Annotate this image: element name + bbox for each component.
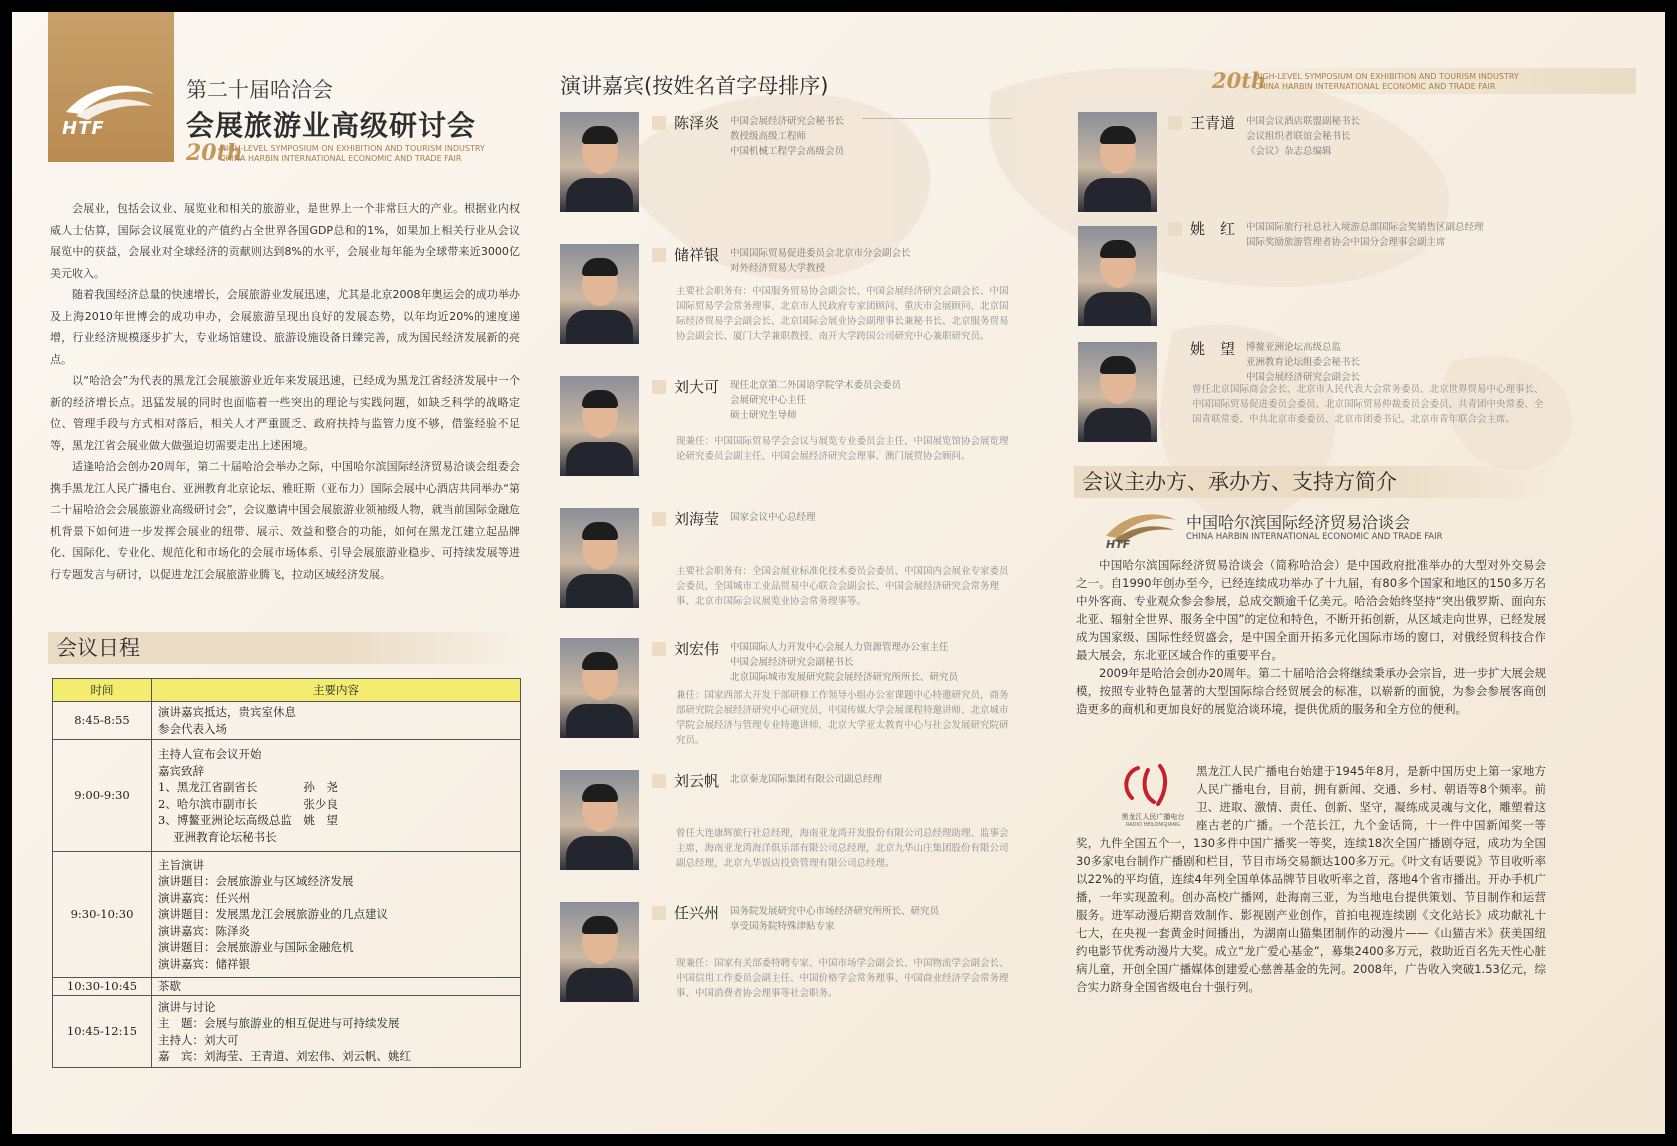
speaker-desc: 现兼任：中国国际贸易学会会议与展览专业委员会主任、中国展览馆协会展览理论研究委员会副主任、中国会展经济研究会理事、澳门展贸协会顾问。: [676, 436, 1009, 462]
subtitle-en: HIGH-LEVEL SYMPOSIUM ON EXHIBITION AND TOURISM INDUSTRY CHINA HARBIN INTERNATIONAL ECONOMIC AND TRADE FAIR: [220, 144, 485, 163]
speaker-photo: [1078, 226, 1157, 326]
htf-paragraph: 2009年是哈洽会创办20周年。第二十届哈洽会将继续秉承办会宗旨，进一步扩大展会规模，按照专业特色显著的大型国际综合经贸展会的标准，以崭新的面貌，为参会参展客商创造更多的商机和更加良好的展览洽谈环境，提供优质的服务和全方位的便利。: [1076, 666, 1546, 716]
htf-org-name: 中国哈尔滨国际经济贸易洽谈会: [1186, 513, 1411, 532]
schedule-table: [52, 678, 521, 1068]
table-row: 8:45-8:55 演讲嘉宾抵达，贵宾室休息 参会代表入场: [53, 702, 521, 740]
col-time: 时间: [53, 679, 152, 702]
schedule-header-row: [53, 679, 521, 702]
speaker-desc: 主要社会职务有：中国服务贸易协会副会长、中国会展经济研究会副会长、中国国际贸易学会常务理事、北京市人民政府专家团顾问、重庆市会展顾问、北京国际经济贸易学会副会长、北京国际会展业协会副理事长兼秘书长、北京服务贸易协会副会长、厦门大学兼职教授、南开大学跨国公司研究中心兼职研究员。: [676, 286, 1009, 342]
org-heading: 会议主办方、承办方、支持方简介: [1074, 466, 1560, 498]
speaker-liu-hongwei: 刘宏伟 中国国际人力开发中心会展人力资源管理办公室主任 中国会展经济研究会副秘书长 北京国际城市发展研究院会展经济研究所所长、研究员: [652, 638, 1012, 685]
twentieth-mark: 20th: [186, 140, 243, 166]
radio-text: 黑龙江人民广播电台始建于1945年8月，是新中国历史上第一家地方人民广播电台，目前，拥有新闻、交通、乡村、朝语等8个频率。前卫、进取、激情、责任、创新、坚守，凝练成灵魂与文化，雕塑着这座古老的广播。一个范长江，九个金话筒，十一件中国新闻奖一等奖，九件全国五个一，130多件中国广播奖一等奖，连续18次全国广播剧夺冠，成功为全国30多家电台制作广播剧和栏目，节目市场交易额达100多万元。《叶文有话要说》节目收听率以22%的平均值，连续4年列全国单体品牌节目收听率之首，落地4个省市播出。开办手机广播，一年实现盈利。创办高校广播网，赴海南三亚，为当地电台提供策划、节目制作和运营服务。进军动漫后期音效制作、影视剧产业创作，首拍电视连续剧《文化站长》成功献礼十七大，在央视一套黄金时间播出，为湖南山猫集团制作的动漫片——《山猫吉米》获美国纽约电影节优秀动漫片大奖。成立“龙广爱心基金”，募集2400多万元，救助近百名先天性心脏病儿童，开创全国广播媒体创建爱心慈善基金的先河。2008年，广告收入突破1.53亿元，综合实力跻身全国省级电台十强行列。: [1076, 764, 1546, 994]
htf-paragraph: 中国哈尔滨国际经济贸易洽谈会（简称哈洽会）是中国政府批准举办的大型对外交易会之一。自1990年创办至今，已经连续成功举办了十九届，有80多个国家和地区的150多万名中外客商、专业观众参会参展，总成交额逾千亿美元。哈洽会始终坚持“突出俄罗斯、面向东北亚、辐射全世界、服务全中国”的定位和特色，不断开拓创新，从区域走向世界，已经发展成为国家级、国际性经贸盛会，是中国全面开拓多元化国际市场的窗口，对俄经贸科技合作最大展会，东北亚区域合作的重要平台。: [1076, 558, 1546, 662]
htf-logo-block: [48, 12, 174, 162]
table-row: 10:30-10:45 茶歇: [53, 978, 521, 996]
speaker-photo: [560, 902, 639, 1002]
right-banner: 20th HIGH-LEVEL SYMPOSIUM ON EXHIBITION AND TOURISM INDUSTRY CHINA HARBIN INTERNATIONAL ECONOMIC AND TRADE FAIR: [1206, 68, 1636, 94]
htf-org-name-en: CHINA HARBIN INTERNATIONAL ECONOMIC AND TRADE FAIR: [1186, 532, 1443, 542]
speaker-photo: [560, 508, 639, 608]
intro-paragraph: 随着我国经济总量的快速增长，会展旅游业发展迅速，尤其是北京2008年奥运会的成功举办及上海2010年世博会的成功申办，会展旅游呈现出良好的发展态势，以年均近20%的速度递增，行业经济规模逐步扩大，专业场馆建设、旅游设施设备日臻完善，成为国民经济发展新的亮点。: [50, 288, 520, 366]
speaker-desc: 曾任大连康辉旅行社总经理，海南亚龙湾开发股份有限公司总经理助理、监事会主席，海南亚龙湾海洋俱乐部有限公司总经理，北京九华山庄集团股份有限公司副总经理，北京九华饭店投资管理有限公司总经理。: [676, 828, 1009, 869]
intro-paragraph: 适逢哈洽会创办20周年，第二十届哈洽会举办之际，中国哈尔滨国际经济贸易洽谈会组委会携手黑龙江人民广播电台、亚洲教育北京论坛、雅旺斯（亚布力）国际会展中心酒店共同举办“第二十届哈洽会会展旅游业高级研讨会”，会议邀请中国会展旅游业领袖级人物，就当前国际金融危机背景下如何进一步发挥会展业的纽带、展示、效益和整合的功能，如何在黑龙江建立起品牌化、国际化、专业化、规范化和市场化的会展市场体系、引导会展旅游业稳步、可持续发展等进行专题发言与研讨，以促进龙江会展旅游业腾飞，拉动区域经济发展。: [50, 460, 520, 581]
speaker-desc: 曾任北京国际商会会长、北京市人民代表大会常务委员、北京世界贸易中心理事长、中国国际贸易促进委员会委员、北京国际贸易仲裁委员会委员、共青团中央常委、全国青联常委、中共北京市委委员、北京市团委书记、北京市青年联合会主席。: [1192, 384, 1544, 425]
speaker-liu-yunfan: 刘云帆 北京秦龙国际集团有限公司副总经理: [652, 770, 1012, 791]
speaker-desc: 现兼任：国家有关部委特聘专家、中国市场学会副会长、中国物流学会副会长、中国信用工作委员会副主任、中国价格学会常务理事、中国商业经济学会常务理事、中国消费者协会理事等社会职务。: [676, 958, 1009, 999]
speaker-photo: [560, 770, 639, 870]
speaker-photo: [560, 638, 639, 738]
speaker-liu-haiying: 刘海莹 国家会议中心总经理: [652, 508, 1012, 529]
speaker-ren: 任兴州 国务院发展研究中心市场经济研究所所长、研究员 享受国务院特殊津贴专家: [652, 902, 1012, 934]
speaker-liu-dake: 刘大可 现任北京第二外国语学院学术委员会委员 会展研究中心主任 硕士研究生导师: [652, 376, 1012, 423]
speaker-photo: [1078, 112, 1157, 212]
speaker-chen: 陈泽炎 中国会展经济研究会秘书长 教授级高级工程师 中国机械工程学会高级会员: [652, 112, 1012, 159]
brochure-page: [12, 12, 1665, 1134]
speaker-desc: 兼任：国家西部大开发干部研修工作领导小组办公室课题中心特邀研究员，商务部研究院会展经济研究中心研究员，中国传媒大学会展课程特邀讲师、北京城市学院会展经济与管理专业特邀讲师、北京大学亚太教育中心与社会发展研究院研究员。: [676, 690, 1009, 746]
divider: [862, 118, 1012, 119]
speaker-wang: 王青道 中国会议酒店联盟副秘书长 会议组织者联谊会秘书长 《会议》杂志总编辑: [1168, 112, 1548, 159]
table-row: 9:30-10:30 主旨演讲 演讲题目：会展旅游业与区域经济发展 演讲嘉宾：任兴州 演讲题目：发展黑龙江会展旅游业的几点建议 演讲嘉宾：陈泽炎 演讲题目：会展旅游业与国际金融危机 演讲嘉宾：储祥银: [53, 852, 521, 978]
table-row: 9:00-9:30 主持人宣布会议开始 嘉宾致辞 1、黑龙江省副省长 孙 尧 2、哈尔滨市副市长 张少良 3、博鳌亚洲论坛高级总监 姚 望 亚洲教育论坛秘书长: [53, 740, 521, 852]
htf-logo-text: HTF: [62, 118, 105, 139]
title-line2: 会展旅游业高级研讨会: [186, 109, 477, 142]
title-line1: 第二十届哈洽会: [186, 78, 333, 102]
schedule-heading: 会议日程: [48, 632, 524, 664]
intro-paragraph: 以“哈洽会”为代表的黑龙江会展旅游业近年来发展迅速，已经成为黑龙江省经济发展中一个新的经济增长点。迅猛发展的同时也面临着一些突出的理论与实践问题，如缺乏科学的战略定位、管理手段与方式相对落后，相关人才严重匮乏、政府扶持与监管力度不够，借鉴经验不足等，黑龙江省会展业做大做强迫切需要走出上述困境。: [50, 374, 520, 452]
col-content: 主要内容: [152, 679, 521, 702]
htf-swoosh-icon: [62, 76, 158, 120]
speaker-chu: 储祥银 中国国际贸易促进委员会北京市分会副会长 对外经济贸易大学教授: [652, 244, 1012, 276]
speaker-desc: 主要社会职务有：全国会展业标准化技术委员会委员、中国国内会展业专家委员会委员，全国城市工业品贸易中心联合会副会长、中国会展经济研究会常务理事、北京市国际会议展览业协会常务理事等。: [676, 566, 1009, 607]
radio-logo: 黑龙江人民广播电台 RADIO HEILONGJIANG: [1108, 762, 1198, 832]
htf-org-logo-text: HTF: [1106, 538, 1131, 551]
speaker-photo: [560, 244, 639, 344]
table-row: 10:45-12:15 演讲与讨论 主 题：会展与旅游业的相互促进与可持续发展 主持人：刘大可 嘉 宾：刘海莹、王青道、刘宏伟、刘云帆、姚红: [53, 996, 521, 1068]
intro-text: [50, 198, 520, 585]
speaker-yao-hong: 姚 红 中国国际旅行社总社入境游总部国际会奖销售区副总经理 国际奖励旅游管理者协会中国分会理事会副主席: [1168, 218, 1548, 250]
intro-paragraph: 会展业，包括会议业、展览业和相关的旅游业，是世界上一个非常巨大的产业。根据业内权威人士估算，国际会议展览业的产值约占全世界各国GDP总和的1%，如果加上相关行业从会议展览中的获益，会展业对全球经济的贡献则达到8%的水平，会展业每年能为全球带来近3000亿美元收入。: [50, 202, 520, 280]
htf-intro: [1076, 556, 1546, 718]
speaker-photo: [560, 376, 639, 476]
speaker-photo: [1078, 342, 1157, 442]
speakers-heading: 演讲嘉宾(按姓名首字母排序): [560, 74, 829, 98]
speaker-photo: [560, 112, 639, 212]
speaker-yao-wang: 姚 望 博鳌亚洲论坛高级总监 亚洲教育论坛组委会秘书长 中国会展经济研究会副会长: [1190, 340, 1361, 383]
